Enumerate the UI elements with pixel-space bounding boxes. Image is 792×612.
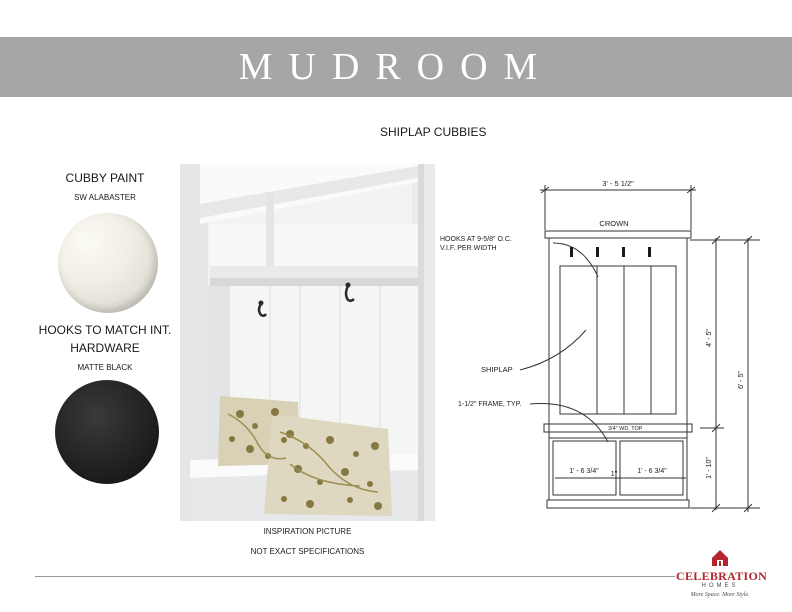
hooks-heading-line1: HOOKS TO MATCH INT.	[38, 323, 172, 337]
title-band	[0, 37, 792, 97]
cubby-paint-detail: SW ALABASTER	[74, 193, 136, 202]
logo-tagline: More Space. More Style.	[690, 592, 750, 598]
hooks-detail: MATTE BLACK	[77, 363, 133, 372]
right-bay-width: 1' - 6 3/4"	[637, 468, 667, 475]
upper-height: 4' - 5"	[706, 329, 713, 347]
hooks-note-line1: HOOKS AT 9-5/8" O.C.	[440, 236, 512, 243]
hooks-note-line2: V.I.F. PER WIDTH	[440, 245, 497, 252]
frame-note: 1-1/2" FRAME, TYP.	[458, 401, 522, 408]
shiplap-label: SHIPLAP	[481, 365, 513, 374]
paint-swatch	[58, 213, 158, 313]
logo-sub: HOMES	[701, 583, 739, 589]
total-height: 6' - 5"	[738, 371, 745, 389]
top-note: 3/4" WD. TOP	[608, 426, 643, 432]
left-bay-width: 1' - 6 3/4"	[569, 468, 599, 475]
photo-caption-line2: NOT EXACT SPECIFICATIONS	[250, 547, 365, 556]
gap-dimension: 1"	[610, 471, 618, 478]
bottom-rule	[35, 576, 675, 577]
section-title: SHIPLAP CUBBIES	[380, 125, 487, 139]
hardware-swatch	[55, 380, 159, 484]
inspiration-photo	[180, 164, 435, 521]
page-title: MUDROOM	[238, 46, 554, 88]
celebration-homes-logo	[676, 549, 768, 607]
cubby-paint-heading: CUBBY PAINT	[65, 171, 145, 185]
crown-label: CROWN	[599, 219, 629, 228]
logo-name: CELEBRATION	[676, 569, 768, 583]
lower-height: 1' - 10"	[706, 457, 713, 479]
hooks-heading-line2: HARDWARE	[70, 341, 140, 355]
elevation-drawing	[440, 176, 760, 516]
width-dimension: 3' - 5 1/2"	[602, 179, 634, 188]
photo-caption-line1: INSPIRATION PICTURE	[263, 527, 352, 536]
